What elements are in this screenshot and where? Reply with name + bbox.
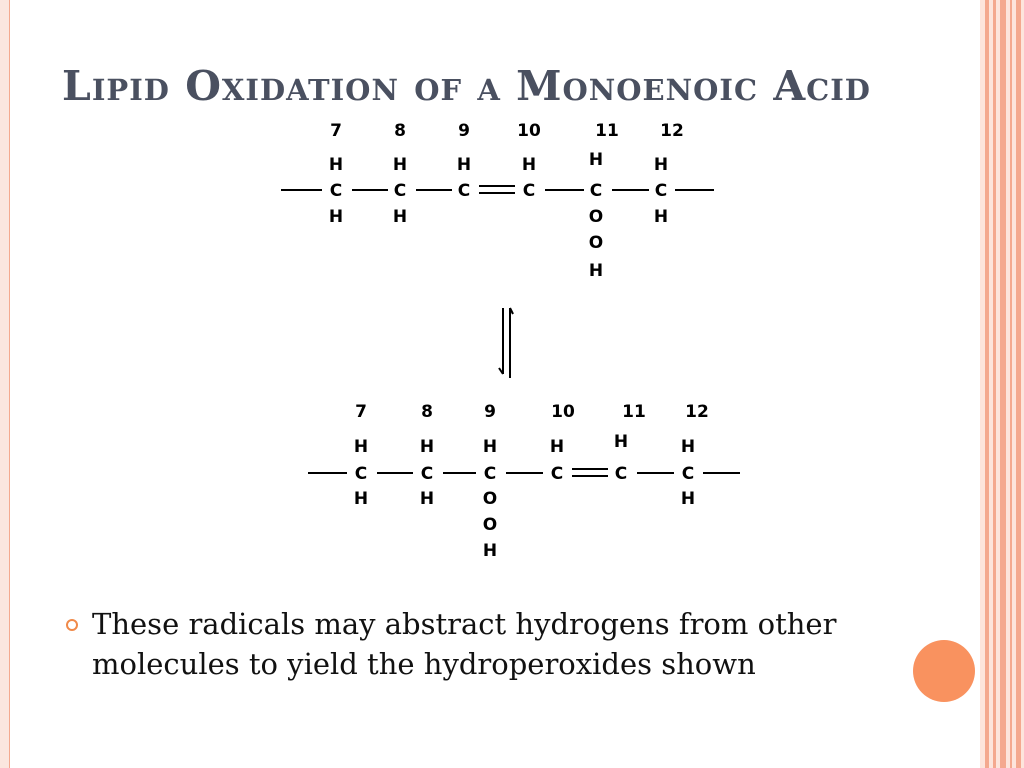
bottom-h-upper: H bbox=[549, 437, 565, 457]
top-oxygen-1: O bbox=[588, 207, 604, 227]
bottom-carbon-number-12: 12 bbox=[685, 402, 709, 422]
bullet-text: These radicals may abstract hydrogens from other molecules to yield the hydroperoxides shown bbox=[92, 607, 837, 681]
top-h-upper: H bbox=[521, 155, 537, 175]
bottom-carbon-number-9: 9 bbox=[484, 402, 496, 422]
top-oxygen-2: O bbox=[588, 233, 604, 253]
top-carbon-number-9: 9 bbox=[458, 121, 470, 141]
bottom-carbon-number-8: 8 bbox=[421, 402, 433, 422]
bottom-h-lower: H bbox=[419, 489, 435, 509]
top-carbon-number-12: 12 bbox=[660, 121, 684, 141]
bottom-h-upper: H bbox=[353, 437, 369, 457]
bottom-structure bbox=[308, 402, 740, 561]
top-carbon-number-10: 10 bbox=[517, 121, 541, 141]
bottom-h-upper: H bbox=[419, 437, 435, 457]
top-h-lower: H bbox=[328, 207, 344, 227]
top-carbon-atom: C bbox=[329, 181, 343, 201]
top-carbon-atom: C bbox=[522, 181, 536, 201]
right-decorative-border bbox=[980, 0, 1024, 768]
top-h-upper: H bbox=[588, 150, 604, 170]
left-border-stripe bbox=[0, 0, 10, 768]
bottom-carbon-atom: C bbox=[483, 464, 497, 484]
bottom-carbon-atom: C bbox=[354, 464, 368, 484]
bottom-carbon-atom: C bbox=[550, 464, 564, 484]
top-carbon-number-7: 7 bbox=[330, 121, 342, 141]
top-h-upper: H bbox=[392, 155, 408, 175]
bullet-icon bbox=[66, 619, 78, 631]
orange-circle-decoration bbox=[913, 640, 975, 702]
bottom-h-upper: H bbox=[680, 437, 696, 457]
bottom-h-lower: H bbox=[353, 489, 369, 509]
bottom-h-upper: H bbox=[613, 432, 629, 452]
slide-title: Lipid Oxidation of a Monoenoic Acid bbox=[62, 62, 871, 110]
bottom-carbon-number-7: 7 bbox=[355, 402, 367, 422]
reaction-arrows bbox=[499, 308, 513, 378]
top-h-upper: H bbox=[328, 155, 344, 175]
bottom-oxygen-2: O bbox=[482, 515, 498, 535]
top-h-lower: H bbox=[653, 207, 669, 227]
bottom-carbon-atom: C bbox=[420, 464, 434, 484]
top-carbon-atom: C bbox=[654, 181, 668, 201]
top-structure bbox=[281, 121, 714, 281]
bottom-carbon-atom: C bbox=[614, 464, 628, 484]
bottom-hydroperoxide-h: H bbox=[482, 541, 498, 561]
bottom-h-upper: H bbox=[482, 437, 498, 457]
bottom-carbon-number-11: 11 bbox=[622, 402, 646, 422]
top-hydroperoxide-h: H bbox=[588, 261, 604, 281]
top-h-lower: H bbox=[392, 207, 408, 227]
top-h-upper: H bbox=[456, 155, 472, 175]
bottom-carbon-atom: C bbox=[681, 464, 695, 484]
top-carbon-atom: C bbox=[589, 181, 603, 201]
chemical-structure-diagram bbox=[270, 112, 740, 582]
bottom-oxygen-1: O bbox=[482, 489, 498, 509]
bottom-h-lower: H bbox=[680, 489, 696, 509]
top-carbon-number-8: 8 bbox=[394, 121, 406, 141]
top-h-upper: H bbox=[653, 155, 669, 175]
top-carbon-number-11: 11 bbox=[595, 121, 619, 141]
bottom-carbon-number-10: 10 bbox=[551, 402, 575, 422]
top-carbon-atom: C bbox=[393, 181, 407, 201]
top-carbon-atom: C bbox=[457, 181, 471, 201]
